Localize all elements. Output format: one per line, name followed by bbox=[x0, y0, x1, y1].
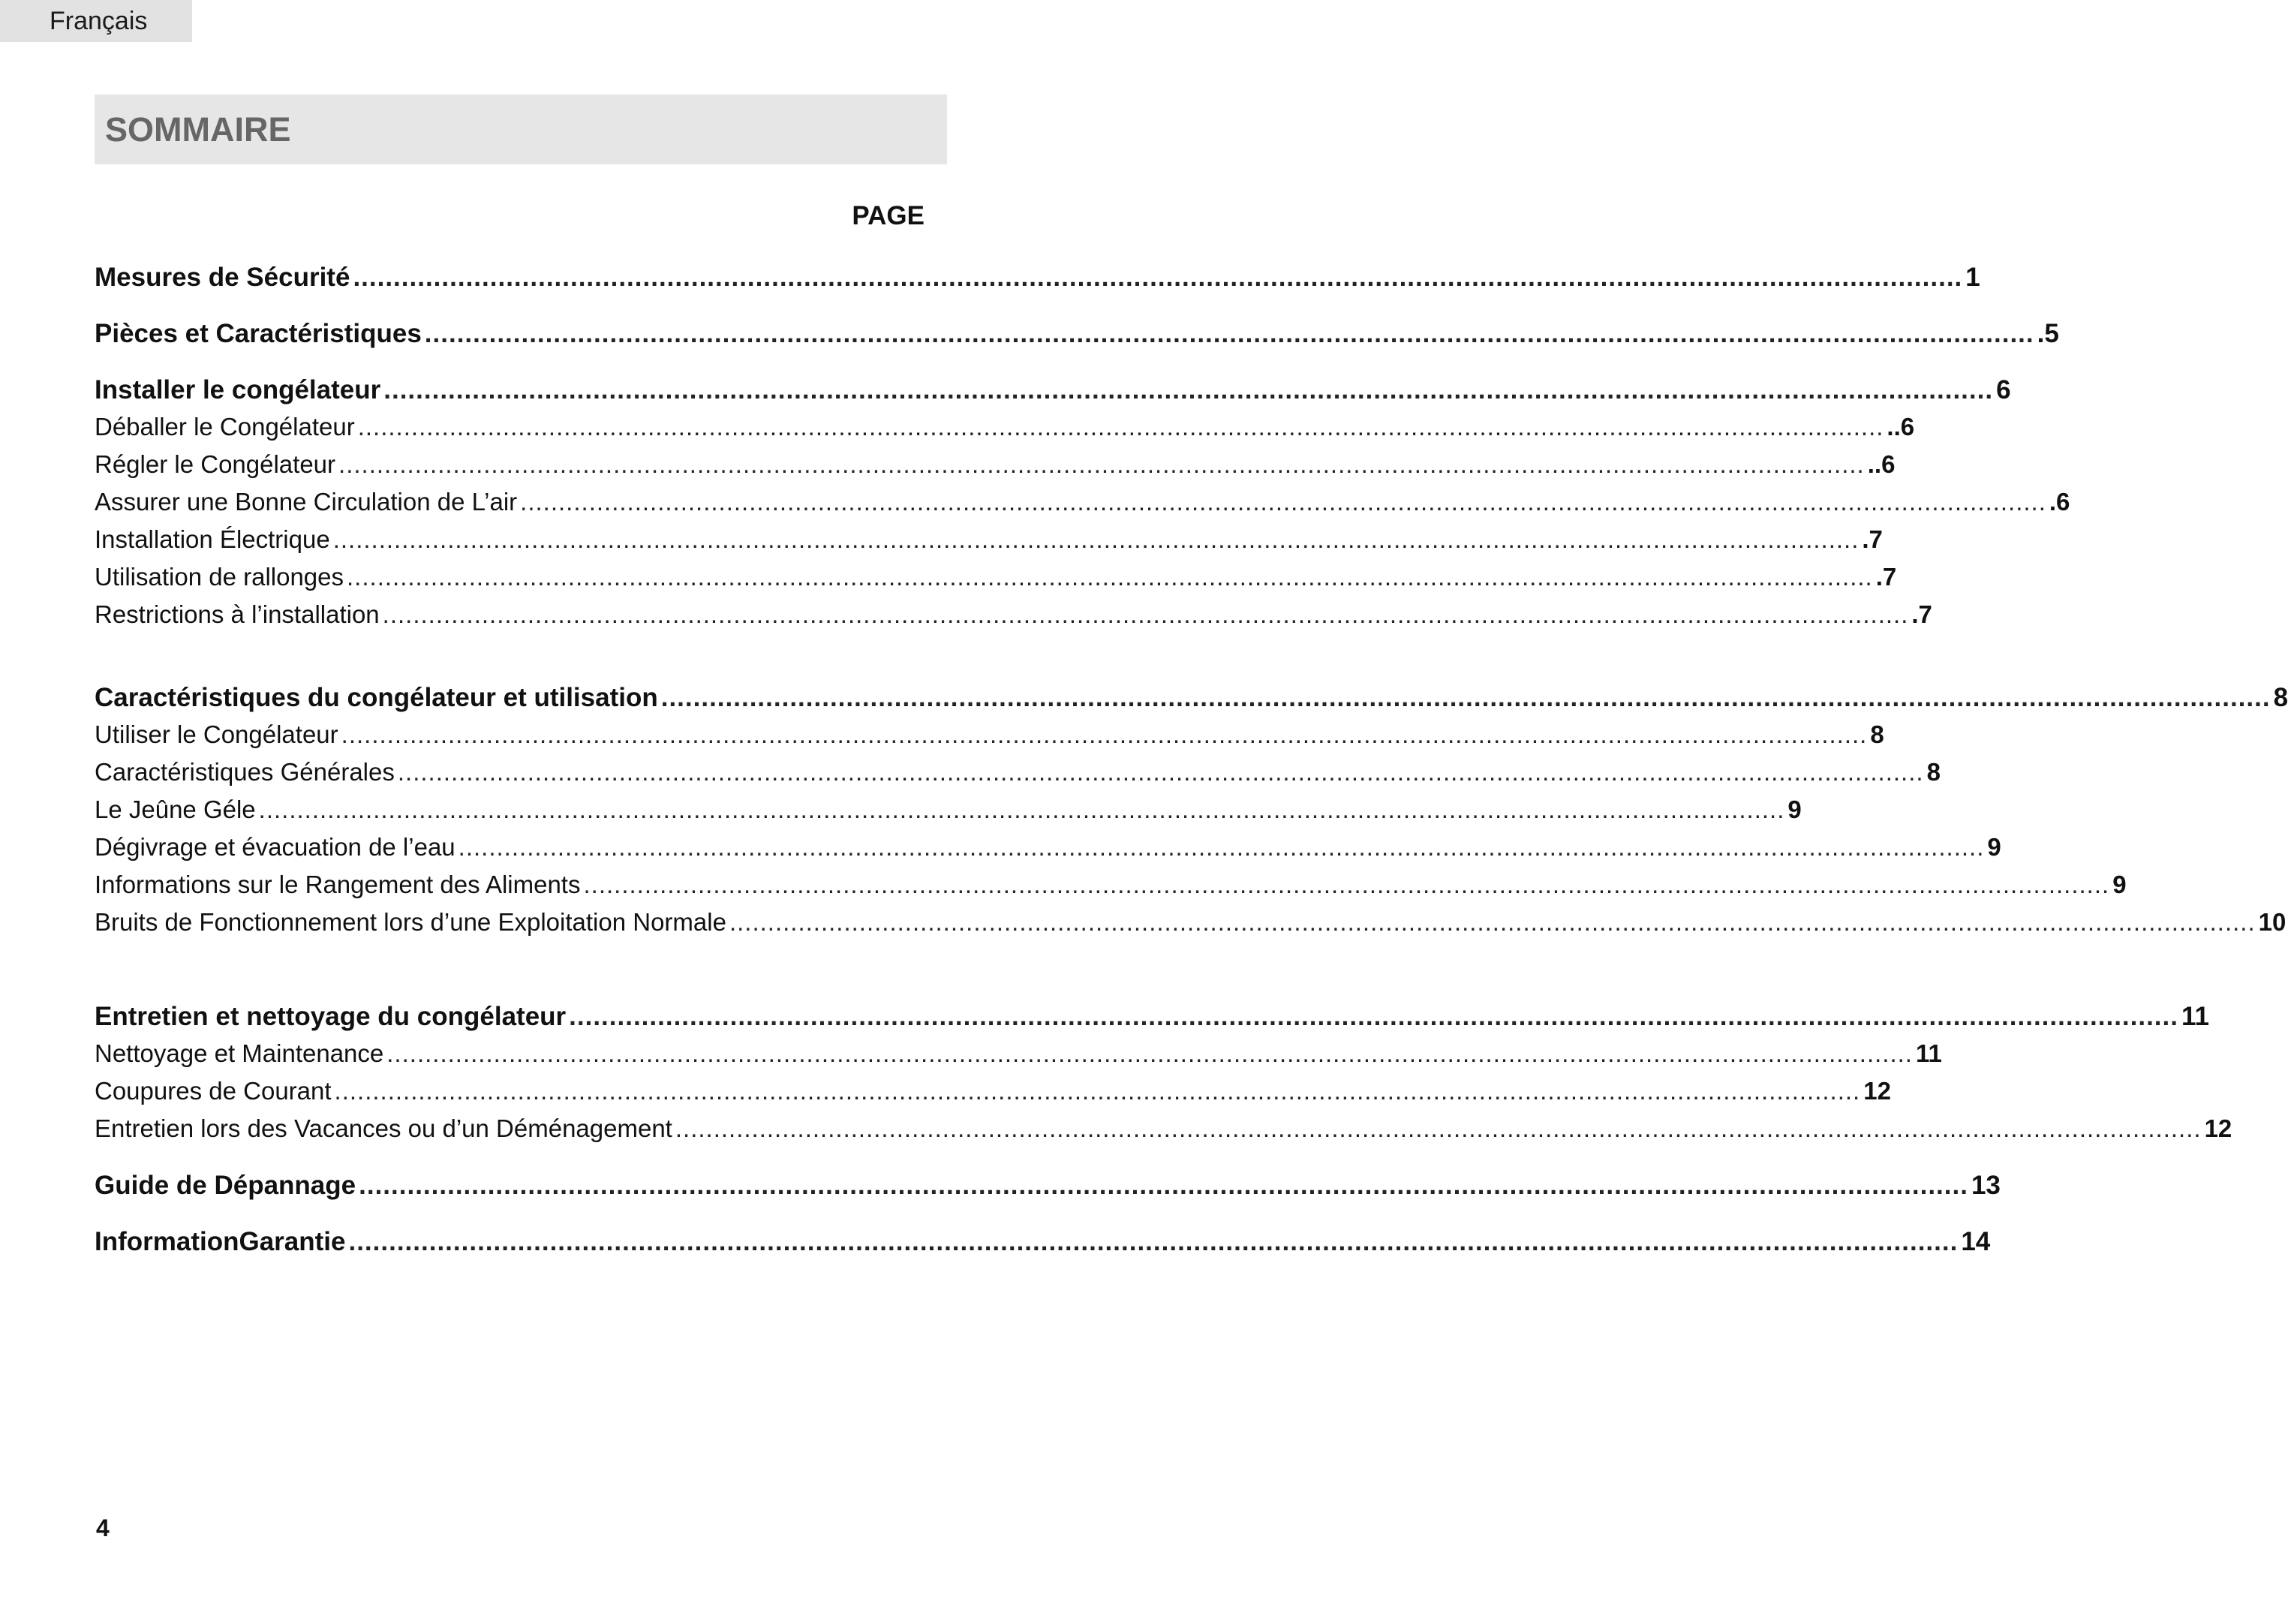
toc-leader-dots: ........................................................................................................................................................................................................ bbox=[347, 563, 1873, 591]
toc-leader-dots: ........................................................................................................................................................................................................ bbox=[660, 683, 2271, 712]
toc-entry-page: 14 bbox=[1961, 1227, 1991, 1256]
toc-leader-dots: ........................................................................................................................................................................................................ bbox=[359, 1171, 1968, 1200]
toc-entry-page: 12 bbox=[2204, 1114, 2232, 1142]
toc-entry-label: Nettoyage et Maintenance bbox=[95, 1039, 384, 1067]
toc-entry-label: Guide de Dépannage bbox=[95, 1171, 356, 1200]
toc-entry[interactable] bbox=[95, 758, 1941, 794]
toc-entry-page: 9 bbox=[2112, 871, 2127, 898]
toc-entry-label: Entretien lors des Vacances ou d’un Déménagement bbox=[95, 1114, 672, 1142]
toc-entry-page: ..6 bbox=[1867, 450, 1896, 478]
toc-entry[interactable] bbox=[95, 319, 2059, 355]
toc-entry[interactable] bbox=[95, 1227, 1991, 1263]
toc-entry-label: Utiliser le Congélateur bbox=[95, 720, 338, 748]
toc-leader-dots: ........................................................................................................................................................................................................ bbox=[383, 375, 1994, 404]
toc-entry-label: Informations sur le Rangement des Aliments bbox=[95, 871, 581, 898]
toc-leader-dots: ........................................................................................................................................................................................................ bbox=[258, 795, 1785, 823]
toc-leader-dots: ........................................................................................................................................................................................................ bbox=[729, 908, 2256, 936]
toc-entry-page: 11 bbox=[2181, 1002, 2209, 1031]
toc-entry-label: Utilisation de rallonges bbox=[95, 563, 344, 591]
toc-leader-dots: ........................................................................................................................................................................................................ bbox=[357, 413, 1884, 441]
toc-entry-page: 10 bbox=[2258, 908, 2286, 936]
toc-entry-label: Bruits de Fonctionnement lors d’une Exploitation Normale bbox=[95, 908, 726, 936]
toc-entry-label: Assurer une Bonne Circulation de L’air bbox=[95, 488, 518, 516]
toc-entry[interactable] bbox=[95, 720, 1884, 756]
toc-leader-dots: ........................................................................................................................................................................................................ bbox=[332, 525, 1860, 553]
toc-entry-page: 8 bbox=[1870, 720, 1884, 748]
toc-entry-label: InformationGarantie bbox=[95, 1227, 346, 1256]
page-column-header: PAGE bbox=[852, 201, 925, 230]
toc-entry-page: 9 bbox=[1987, 833, 2001, 861]
toc-entry-label: Installation Électrique bbox=[95, 525, 330, 553]
toc-entry[interactable] bbox=[95, 525, 1883, 561]
toc-entry-page: .5 bbox=[2037, 319, 2059, 348]
toc-entry-label: Caractéristiques du congélateur et utilisation bbox=[95, 683, 658, 712]
toc-entry[interactable] bbox=[95, 833, 2001, 869]
toc-entry-label: Déballer le Congélateur bbox=[95, 413, 355, 441]
toc-entry[interactable] bbox=[95, 488, 2070, 524]
toc-leader-dots: ........................................................................................................................................................................................................ bbox=[569, 1002, 2178, 1031]
toc-entry-label: Mesures de Sécurité bbox=[95, 263, 350, 292]
toc-entry-page: 8 bbox=[2273, 683, 2288, 712]
toc-entry[interactable] bbox=[95, 563, 1897, 599]
page-title: SOMMAIRE bbox=[95, 95, 947, 164]
toc-entry-page: 6 bbox=[1996, 375, 2011, 404]
toc-entry[interactable] bbox=[95, 600, 1932, 636]
toc-entry[interactable] bbox=[95, 1114, 2232, 1150]
toc-entry-page: ..6 bbox=[1887, 413, 1915, 441]
toc-entry-page: 9 bbox=[1787, 795, 1802, 823]
toc-entry-label: Entretien et nettoyage du congélateur bbox=[95, 1002, 567, 1031]
toc-leader-dots: ........................................................................................................................................................................................................ bbox=[382, 600, 1909, 628]
toc-entry-page: 12 bbox=[1863, 1077, 1891, 1105]
toc-leader-dots: ........................................................................................................................................................................................................ bbox=[424, 319, 2034, 348]
toc-entry[interactable] bbox=[95, 413, 1915, 449]
toc-leader-dots: ........................................................................................................................................................................................................ bbox=[334, 1077, 1861, 1105]
toc-entry-label: Régler le Congélateur bbox=[95, 450, 336, 478]
toc-leader-dots: ........................................................................................................................................................................................................ bbox=[675, 1114, 2202, 1142]
toc-entry-label: Restrictions à l’installation bbox=[95, 600, 380, 628]
toc-entry[interactable] bbox=[95, 1039, 1942, 1075]
toc-entry[interactable] bbox=[95, 450, 1896, 486]
toc-entry-label: Caractéristiques Générales bbox=[95, 758, 395, 786]
toc-entry-label: Installer le congélateur bbox=[95, 375, 381, 404]
toc-entry[interactable] bbox=[95, 1002, 2209, 1038]
toc-leader-dots: ........................................................................................................................................................................................................ bbox=[338, 450, 1865, 478]
toc-entry[interactable] bbox=[95, 871, 2127, 907]
toc-entry[interactable] bbox=[95, 795, 1802, 832]
toc-entry[interactable] bbox=[95, 683, 2288, 719]
toc-leader-dots: ........................................................................................................................................................................................................ bbox=[386, 1039, 1913, 1067]
toc-entry[interactable] bbox=[95, 375, 2011, 411]
toc-entry-page: .6 bbox=[2049, 488, 2070, 516]
page-number: 4 bbox=[96, 1514, 110, 1541]
toc-entry-page: 1 bbox=[1965, 263, 1980, 292]
toc-entry-label: Pièces et Caractéristiques bbox=[95, 319, 422, 348]
language-tab: Français bbox=[0, 0, 192, 42]
toc-leader-dots: ........................................................................................................................................................................................................ bbox=[583, 871, 2110, 898]
toc-leader-dots: ........................................................................................................................................................................................................ bbox=[353, 263, 1963, 292]
toc-entry-page: .7 bbox=[1911, 600, 1932, 628]
toc-entry-page: 11 bbox=[1915, 1039, 1942, 1067]
toc-entry-page: .7 bbox=[1862, 525, 1883, 553]
toc-entry-label: Coupures de Courant bbox=[95, 1077, 332, 1105]
toc-entry[interactable] bbox=[95, 1077, 1891, 1113]
toc-entry[interactable] bbox=[95, 1171, 2001, 1207]
toc-leader-dots: ........................................................................................................................................................................................................ bbox=[348, 1227, 1959, 1256]
toc-entry-page: 8 bbox=[1926, 758, 1941, 786]
toc-entry[interactable] bbox=[95, 908, 2286, 944]
toc-entry-label: Dégivrage et évacuation de l’eau bbox=[95, 833, 455, 861]
toc-leader-dots: ........................................................................................................................................................................................................ bbox=[458, 833, 1985, 861]
toc-entry[interactable] bbox=[95, 263, 1980, 299]
toc-entry-label: Le Jeûne Géle bbox=[95, 795, 256, 823]
toc-entry-page: 13 bbox=[1971, 1171, 2001, 1200]
toc-leader-dots: ........................................................................................................................................................................................................ bbox=[397, 758, 1924, 786]
toc-leader-dots: ........................................................................................................................................................................................................ bbox=[341, 720, 1868, 748]
toc-entry-page: .7 bbox=[1875, 563, 1897, 591]
toc-leader-dots: ........................................................................................................................................................................................................ bbox=[520, 488, 2046, 516]
